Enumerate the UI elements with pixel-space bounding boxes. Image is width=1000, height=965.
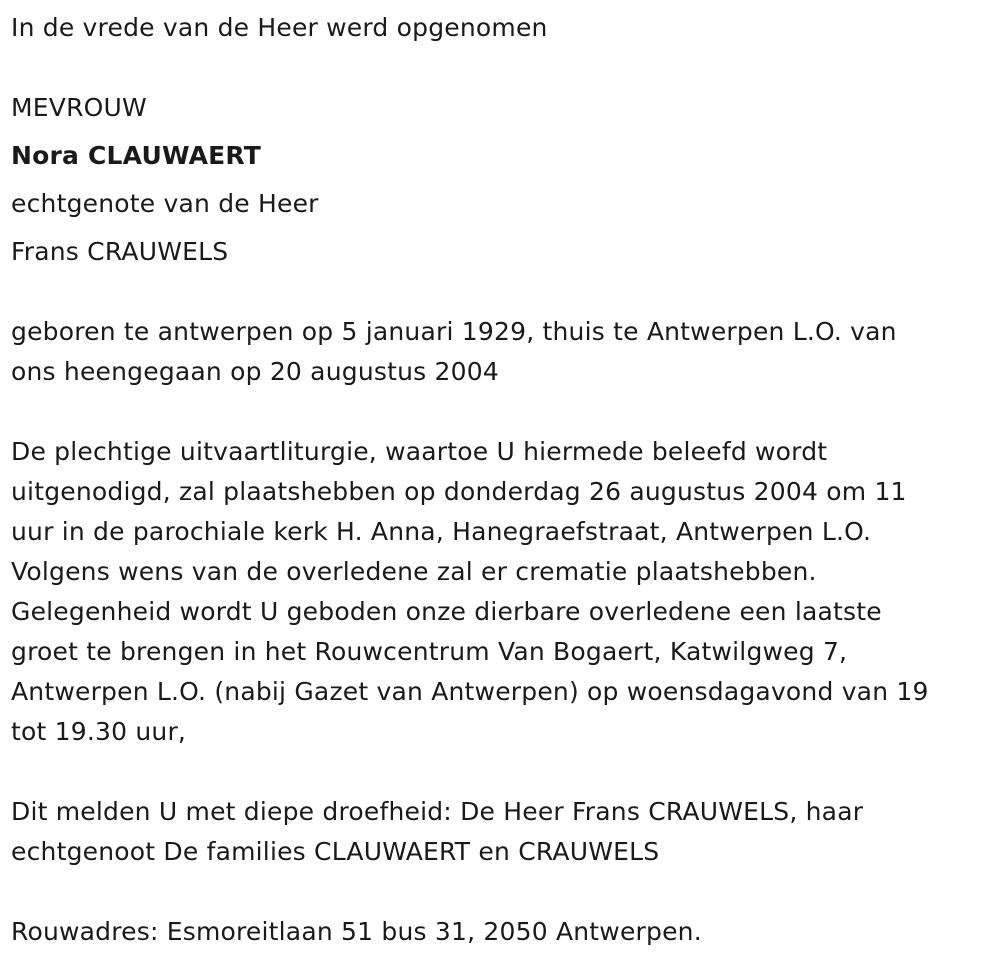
birth-line: ons heengegaan op 20 augustus 2004 [11,357,499,386]
birth-paragraph [11,312,1000,392]
family-line: echtgenoot De families CLAUWAERT en CRAUWELS [11,837,660,866]
spacer [11,872,1000,912]
deceased-name: Nora CLAUWAERT [11,141,262,170]
spacer [11,48,1000,88]
ceremony-line: De plechtige uitvaartliturgie, waartoe U hiermede beleefd wordt [11,437,828,466]
ceremony-line: uitgenodigd, zal plaatshebben op donderdag 26 augustus 2004 om 11 [11,477,907,506]
spouse-name: Frans CRAUWELS [11,237,229,266]
mourning-address: Rouwadres: Esmoreitlaan 51 bus 31, 2050 Antwerpen. [11,917,702,946]
ceremony-paragraph [11,432,1000,752]
ceremony-line: groet te brengen in het Rouwcentrum Van Bogaert, Katwilgweg 7, [11,637,848,666]
spacer [11,752,1000,792]
ceremony-line: Antwerpen L.O. (nabij Gazet van Antwerpen) op woensdagavond van 19 [11,677,929,706]
deceased-title: MEVROUW [11,93,147,122]
ceremony-line: uur in de parochiale kerk H. Anna, Hanegraefstraat, Antwerpen L.O. [11,517,872,546]
ceremony-line: tot 19.30 uur, [11,717,187,746]
ceremony-line: Volgens wens van de overledene zal er crematie plaatshebben. [11,557,817,586]
family-line: Dit melden U met diepe droefheid: De Heer Frans CRAUWELS, haar [11,797,864,826]
intro-text: In de vrede van de Heer werd opgenomen [11,13,548,42]
spouse-label: echtgenote van de Heer [11,189,319,218]
family-paragraph [11,792,1000,872]
spacer [11,272,1000,312]
spacer [11,392,1000,432]
birth-line: geboren te antwerpen op 5 januari 1929, thuis te Antwerpen L.O. van [11,317,897,346]
ceremony-line: Gelegenheid wordt U geboden onze dierbare overledene een laatste [11,597,882,626]
